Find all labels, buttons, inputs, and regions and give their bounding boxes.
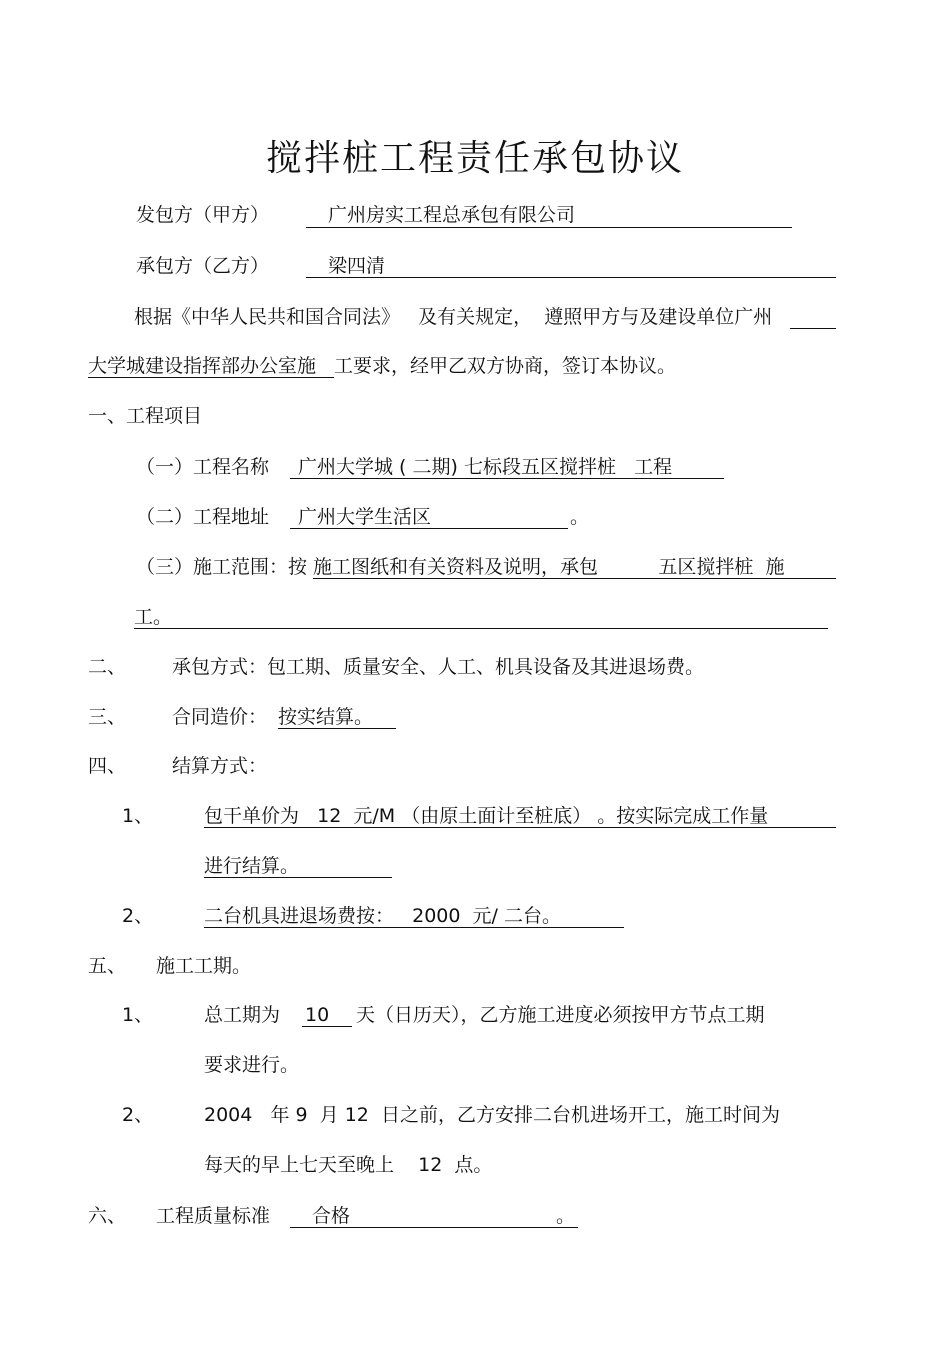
settlement-item-1-underline-1	[204, 827, 836, 828]
project-address-value: 广州大学生活区	[298, 506, 432, 528]
contract-price-label: 合同造价：	[172, 706, 268, 728]
intro-line-2-rest: 工要求，经甲乙双方协商，签订本协议。	[334, 355, 677, 377]
settlement-item-2-number: 2、	[122, 905, 154, 927]
schedule-item-1-number: 1、	[122, 1004, 154, 1026]
scope-value: 施工图纸和有关资料及说明，承包 五区搅拌桩 施	[313, 556, 785, 578]
section-3-number: 三、	[88, 706, 127, 728]
schedule-item-1-line-1-rest: 天（日历天），乙方施工进度必须按甲方节点工期	[356, 1004, 765, 1026]
party-b-label: 承包方（乙方）	[136, 255, 270, 277]
scope-continuation: 工。	[134, 606, 173, 628]
schedule-item-1-days-underline	[302, 1026, 352, 1027]
project-address-underline	[290, 528, 568, 529]
project-name-underline	[290, 478, 724, 479]
settlement-item-1-line-2: 进行结算。	[204, 855, 300, 877]
party-a-value: 广州房实工程总承包有限公司	[328, 204, 576, 226]
scope-label: （三）施工范围：按	[136, 556, 308, 578]
schedule-item-1-days: 10	[305, 1004, 330, 1026]
section-5-heading: 施工工期。	[156, 955, 252, 977]
schedule-item-2-number: 2、	[122, 1104, 154, 1126]
quality-standard-underline	[290, 1227, 578, 1228]
contract-price-underline	[278, 728, 396, 729]
section-6-number: 六、	[88, 1205, 127, 1227]
schedule-item-1-prefix: 总工期为	[204, 1004, 287, 1026]
party-a-underline	[306, 227, 792, 228]
section-2-number: 二、	[88, 656, 127, 678]
quality-standard-end: 。	[556, 1205, 576, 1227]
project-address-label: （二）工程地址	[136, 506, 270, 528]
intro-underline-1	[790, 328, 836, 329]
section-5-number: 五、	[88, 955, 127, 977]
project-name-label: （一）工程名称	[136, 456, 270, 478]
project-name-value: 广州大学城 ( 二期) 七标段五区搅拌桩 工程	[298, 456, 673, 478]
settlement-item-1-number: 1、	[122, 805, 154, 827]
scope-underline-2	[134, 628, 828, 629]
document-title: 搅拌桩工程责任承包协议	[265, 138, 684, 179]
schedule-item-2-line-2: 每天的早上七天至晚上 12 点。	[204, 1154, 493, 1176]
section-2-text: 承包方式：包工期、质量安全、人工、机具设备及其进退场费。	[172, 656, 705, 678]
party-b-underline	[306, 277, 836, 278]
party-a-label: 发包方（甲方）	[136, 204, 270, 226]
schedule-item-1-line-2: 要求进行。	[204, 1054, 300, 1076]
schedule-item-2-line-1: 2004 年 9 月 12 日之前，乙方安排二台机进场开工，施工时间为	[204, 1104, 780, 1126]
intro-underline-2	[88, 377, 334, 378]
party-b-value: 梁四清	[328, 255, 386, 277]
section-4-heading: 结算方式：	[172, 755, 268, 777]
scope-underline-1	[313, 578, 836, 579]
quality-standard-value: 合格	[312, 1205, 351, 1227]
intro-line-1: 根据《中华人民共和国合同法》 及有关规定， 遵照甲方与及建设单位广州	[134, 306, 773, 328]
section-1-heading: 一、工程项目	[88, 405, 203, 427]
contract-price-value: 按实结算。	[278, 706, 374, 728]
settlement-item-1-line-1: 包干单价为 12 元/M （由原土面计至桩底） 。按实际完成工作量	[204, 805, 769, 827]
settlement-item-2-underline	[204, 927, 624, 928]
settlement-item-1-underline-2	[204, 877, 392, 878]
quality-standard-label: 工程质量标准	[156, 1205, 271, 1227]
section-4-number: 四、	[88, 755, 127, 777]
intro-line-2-underlined: 大学城建设指挥部办公室施	[88, 355, 317, 377]
project-address-end: 。	[570, 506, 590, 528]
settlement-item-2-line-1: 二台机具进退场费按： 2000 元/ 二台。	[204, 905, 561, 927]
